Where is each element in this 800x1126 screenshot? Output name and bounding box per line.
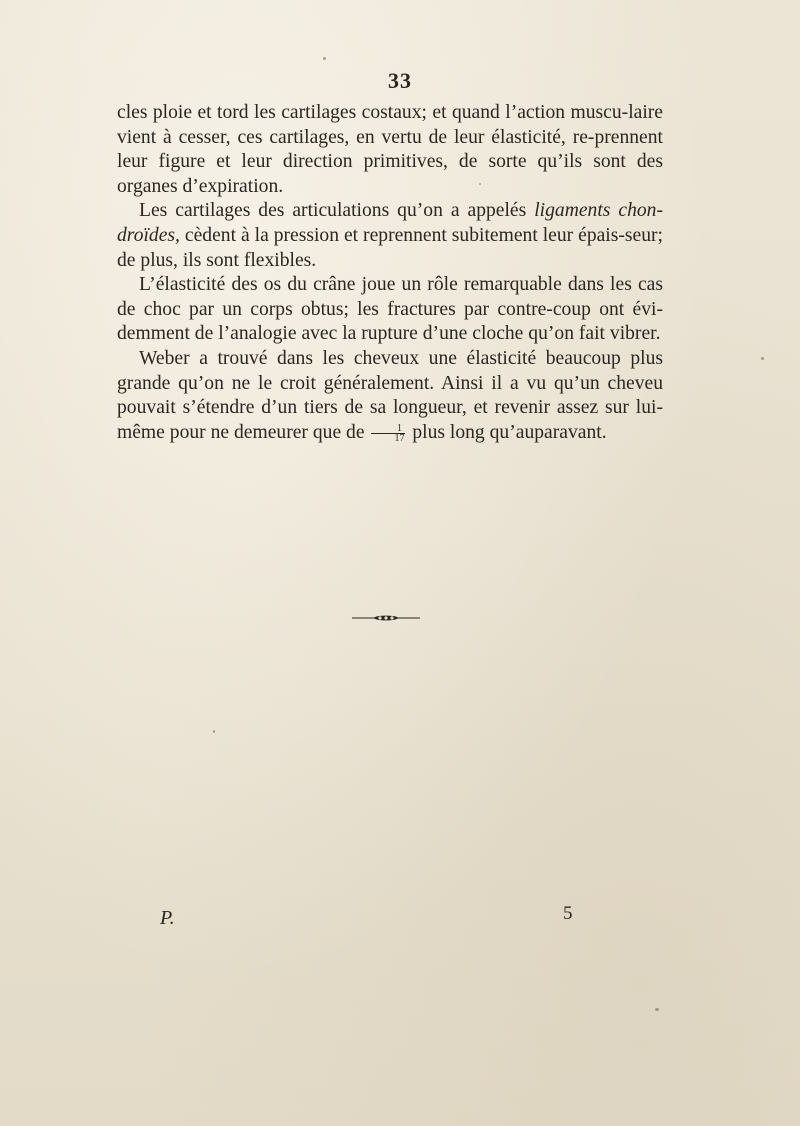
text-run: Les cartilages des articulations qu’on a appelés xyxy=(139,200,535,222)
paragraph xyxy=(117,273,663,347)
paper-speck xyxy=(479,183,481,185)
text-run: Weber a trouvé dans les cheveux une élasticité beaucoup plus grande qu’on ne le croit généralement. Ainsi il a vu qu’un cheveu pouvait s’étendre d’un tiers de sa longueur, et revenir assez sur lui-même pour ne demeurer que de xyxy=(117,347,663,443)
text-body xyxy=(117,101,663,445)
paragraph xyxy=(117,347,663,445)
paper-speck xyxy=(655,1008,659,1011)
paragraph xyxy=(117,101,663,199)
text-run: cles ploie et tord les cartilages costaux; et quand l’action muscu-laire vient à cesser, ces cartilages, en vertu de leur élasticité, re-prennent leur figure et leur direction primitives, de sorte qu’ils sont des organes d’expiration. xyxy=(117,102,663,197)
divider-ornament xyxy=(350,614,422,622)
paper-speck xyxy=(213,730,215,733)
text-run: cèdent à la pression et reprennent subitement leur épais-seur; de plus, ils sont flexibles. xyxy=(117,224,663,271)
paragraph xyxy=(117,199,663,273)
signature-number: 5 xyxy=(563,903,573,924)
signature-mark: P. xyxy=(160,907,175,929)
text-run: L’élasticité des os du crâne joue un rôle remarquable dans les cas de choc par un corps obtus; les fractures par contre-coup ont évi-demment de l’analogie avec la rupture d’une cloche qu’on fait vibrer. xyxy=(117,274,663,345)
paper-speck xyxy=(323,57,326,60)
fraction xyxy=(371,424,405,443)
fraction-numerator: 1 xyxy=(371,424,405,434)
page-number: 33 xyxy=(388,68,412,93)
paper-speck xyxy=(761,357,764,360)
italic-term: ligaments chon-droïdes, xyxy=(117,200,663,246)
text-run: plus long qu’auparavant. xyxy=(407,421,607,443)
fraction-denominator: 17 xyxy=(394,432,405,444)
